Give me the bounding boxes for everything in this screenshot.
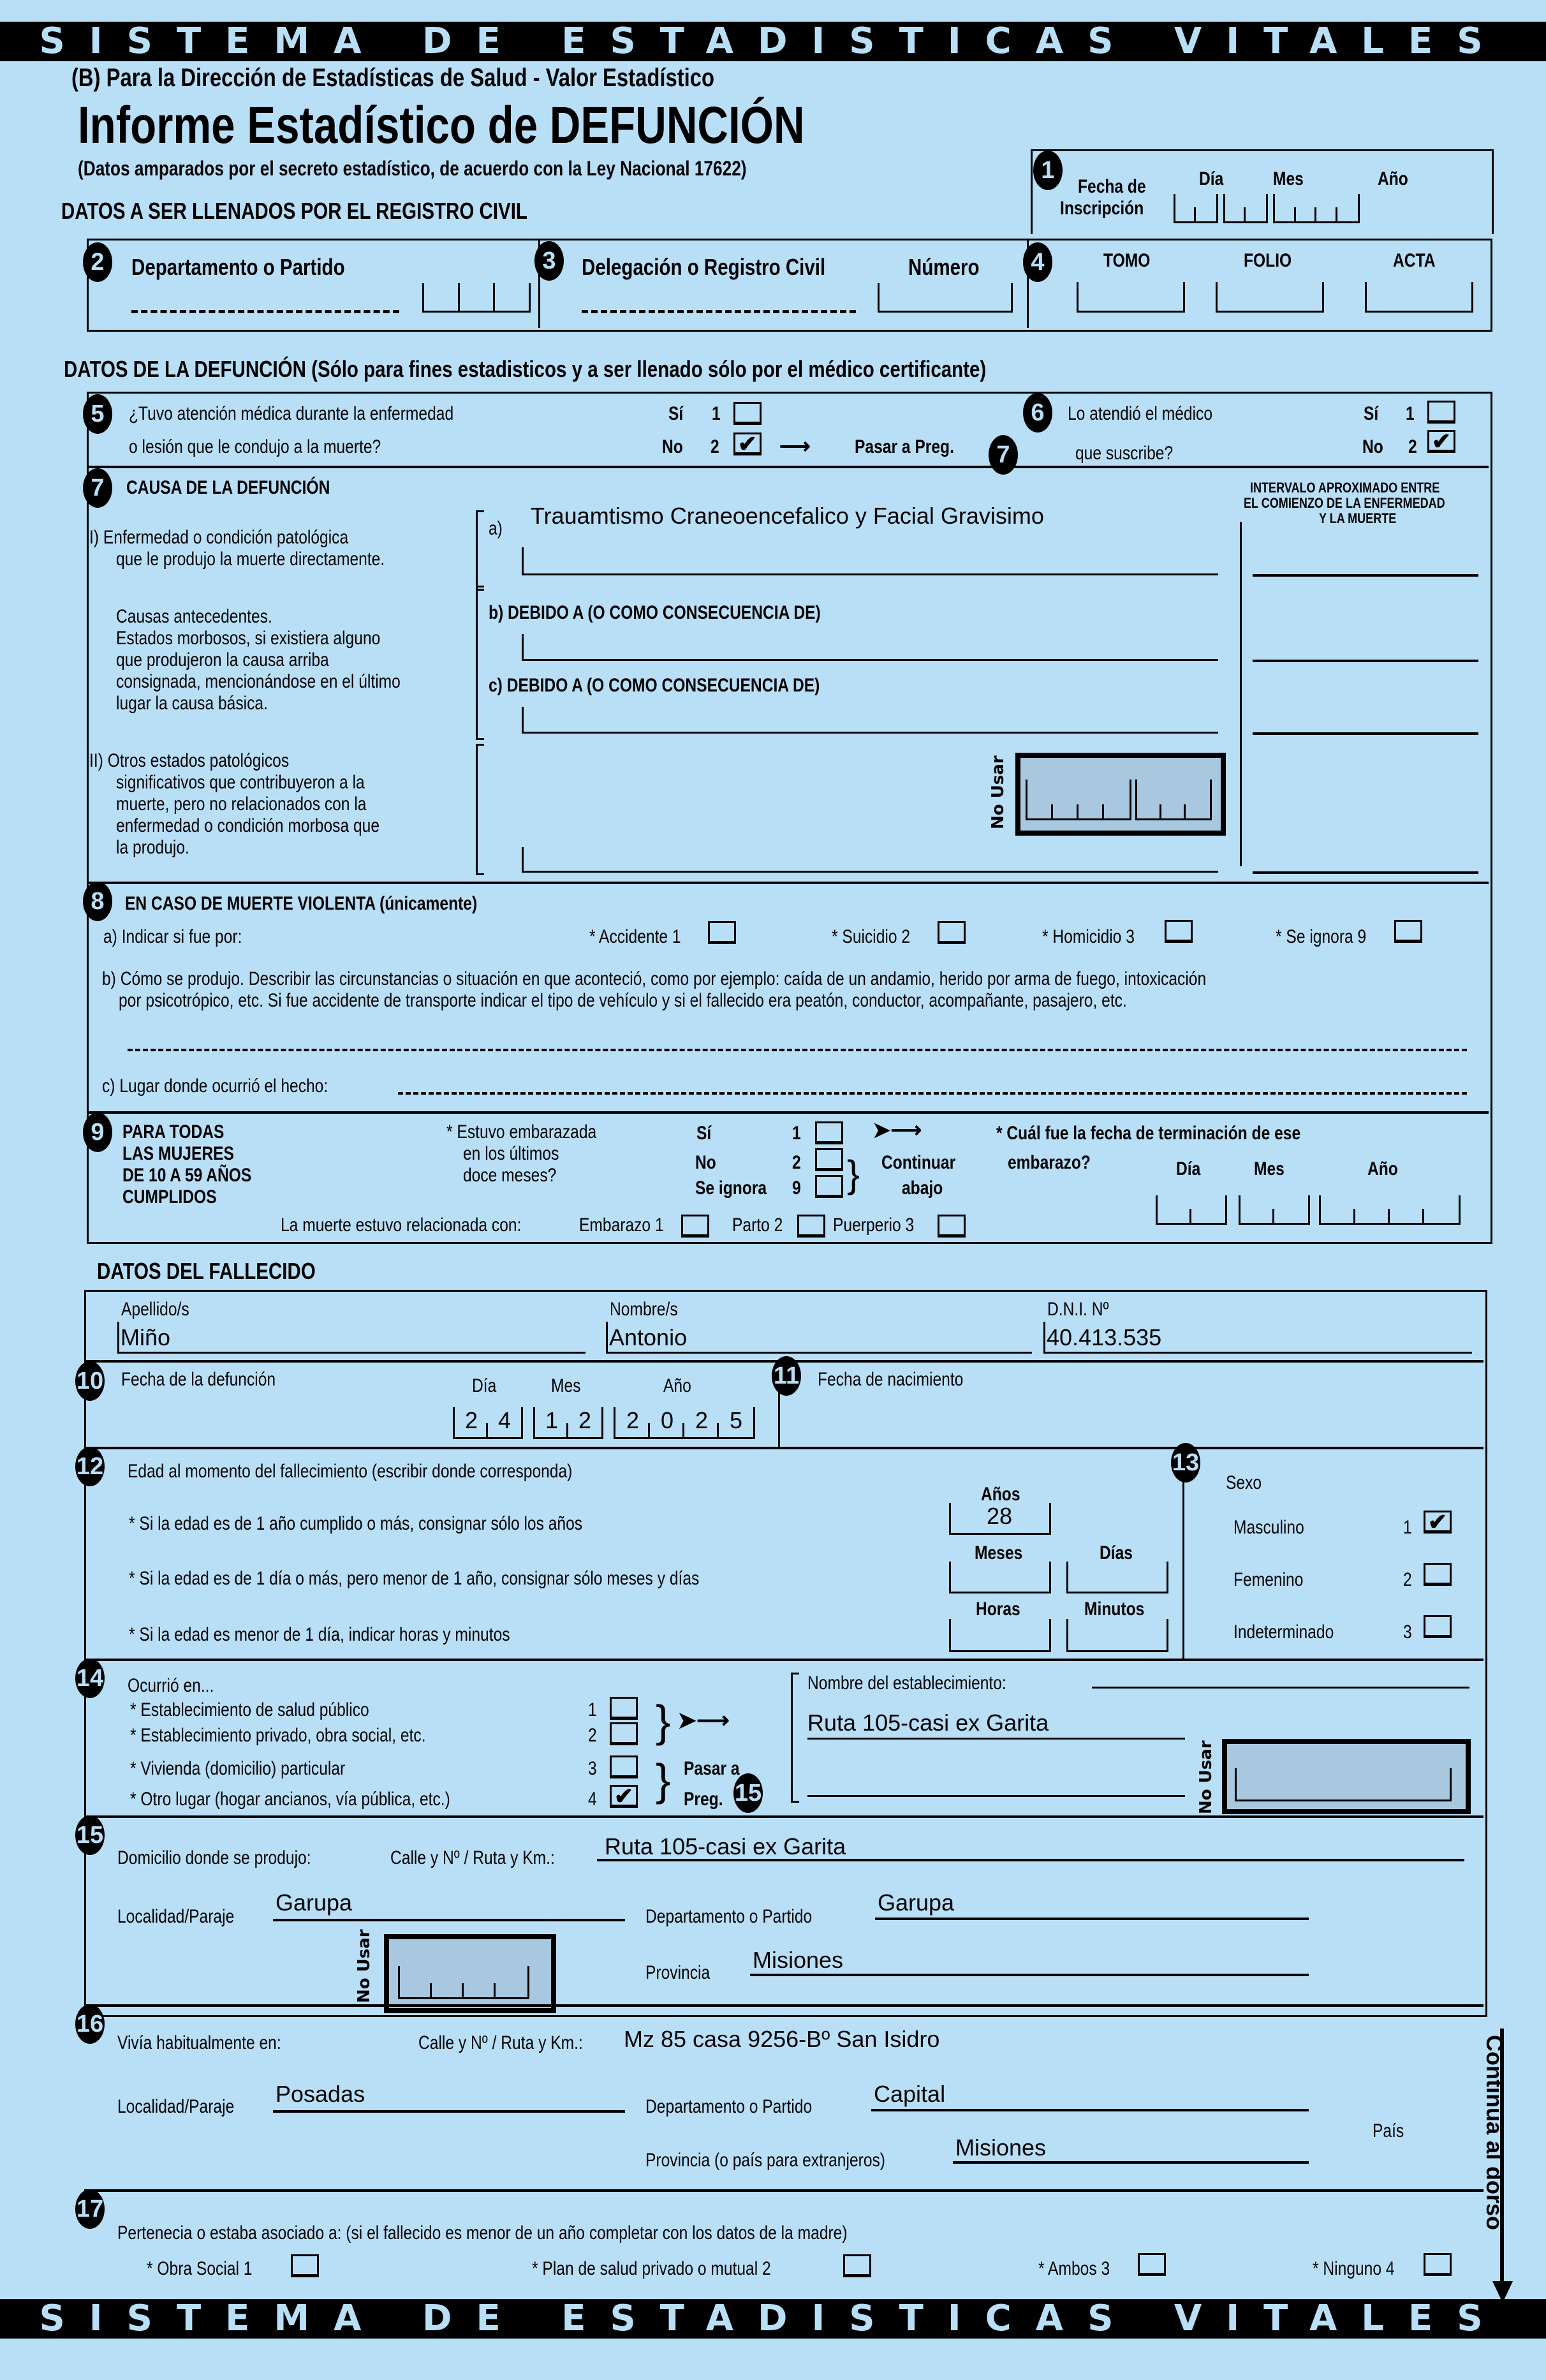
- domicilio-depto-label: Departamento o Partido: [645, 1906, 813, 1927]
- indeterminado-code: 3: [1403, 1622, 1412, 1643]
- masculino-label: Masculino: [1233, 1517, 1304, 1538]
- puerperio-checkbox[interactable]: [938, 1215, 966, 1238]
- vivia-localidad-value[interactable]: Posadas: [276, 2081, 365, 2107]
- arrow-right-icon: ⟶: [779, 434, 811, 459]
- inscripcion-dia-field[interactable]: [1174, 194, 1218, 223]
- otros-input[interactable]: [522, 847, 1218, 873]
- s6-si-checkbox[interactable]: [1427, 401, 1455, 424]
- term-anio-field[interactable]: [1319, 1195, 1461, 1225]
- mes-label: Mes: [1273, 168, 1304, 189]
- vivia-calle-label: Calle y Nº / Ruta y Km.:: [418, 2032, 583, 2053]
- no-usar-box: [1222, 1739, 1471, 1814]
- suicidio-label: * Suicidio 2: [832, 926, 911, 947]
- establecimiento-label: Nombre del establecimiento:: [807, 1673, 1006, 1694]
- no-usar-slot: [1235, 1768, 1452, 1801]
- emb-no-checkbox[interactable]: [815, 1148, 843, 1171]
- def-mes-digit: 1: [535, 1407, 568, 1437]
- pasar-section-number: 15: [733, 1773, 763, 1813]
- delegacion-input[interactable]: [582, 310, 856, 313]
- emb-si-code: 1: [792, 1123, 801, 1144]
- ocurrio-code-4: 4: [588, 1789, 597, 1810]
- section-number-13: 13: [1171, 1443, 1200, 1482]
- interval-a-input[interactable]: [1253, 574, 1478, 577]
- s6-si-label: Sí: [1364, 403, 1379, 424]
- apellido-label: Apellido/s: [121, 1299, 189, 1320]
- def-anio-digit: 0: [650, 1407, 684, 1437]
- no-usar-label: No Usar: [989, 755, 1008, 829]
- emb-ignora-code: 9: [792, 1178, 801, 1199]
- fallecido-heading: DATOS DEL FALLECIDO: [97, 1258, 316, 1284]
- vivia-depto-value[interactable]: Capital: [874, 2081, 946, 2107]
- vivia-calle-value[interactable]: Mz 85 casa 9256-Bº San Isidro: [624, 2026, 940, 2052]
- violenta-heading: EN CASO DE MUERTE VIOLENTA (únicamente): [125, 893, 478, 914]
- no-usar-label: No Usar: [1196, 1740, 1216, 1814]
- ambos-label: * Ambos 3: [1038, 2258, 1110, 2279]
- s5-question-2: o lesión que le condujo a la muerte?: [129, 436, 381, 457]
- section-number-8: 8: [83, 882, 112, 921]
- form-legal-note: (Datos amparados por el secreto estadístico, de acuerdo con la Ley Nacional 17622): [78, 157, 747, 180]
- puerperio-label: Puerperio 3: [833, 1215, 915, 1236]
- establecimiento-value[interactable]: Ruta 105-casi ex Garita: [807, 1710, 1049, 1736]
- ocurrio-opt-3: * Vivienda (domicilio) particular: [130, 1758, 346, 1779]
- divider: [84, 2004, 1483, 2007]
- emb-ignora-label: Se ignora: [695, 1178, 767, 1199]
- departamento-input[interactable]: [131, 310, 399, 313]
- femenino-label: Femenino: [1233, 1569, 1304, 1590]
- parto-checkbox[interactable]: [797, 1215, 825, 1238]
- anio-label: Año: [1378, 168, 1408, 189]
- plan-privado-checkbox[interactable]: [843, 2254, 871, 2277]
- dni-label: D.N.I. Nº: [1047, 1299, 1109, 1320]
- arrow-down-icon: [1500, 2029, 1504, 2284]
- registro-heading: DATOS A SER LLENADOS POR EL REGISTRO CIVIL: [61, 198, 527, 224]
- embarazo-checkbox[interactable]: [681, 1215, 709, 1238]
- domicilio-localidad-input[interactable]: [273, 1919, 625, 1921]
- meses-label: Meses: [975, 1542, 1023, 1563]
- s5-si-code: 1: [712, 403, 721, 424]
- s6-no-checkbox[interactable]: ✔: [1427, 430, 1455, 453]
- minutos-field[interactable]: [1066, 1619, 1168, 1652]
- mujeres-label-2: LAS MUJERES: [122, 1143, 234, 1164]
- section-number-7: 7: [83, 468, 112, 508]
- violenta-c-label: c) Lugar donde ocurrió el hecho:: [102, 1075, 328, 1097]
- divider: [84, 1659, 1483, 1661]
- ocurrio-opt-4: * Otro lugar (hogar ancianos, vía pública, etc.): [130, 1789, 450, 1810]
- edad-regla-3: * Si la edad es menor de 1 día, indicar horas y minutos: [129, 1624, 510, 1645]
- se-ignora-label: * Se ignora 9: [1276, 926, 1367, 947]
- fecha-terminacion-q-1: * Cuál fue la fecha de terminación de ese: [996, 1123, 1301, 1144]
- antecedentes-label-5: lugar la causa básica.: [116, 693, 268, 714]
- defuncion-heading: DATOS DE LA DEFUNCIÓN (Sólo para fines estadisticos y a ser llenado sólo por el médico certificante): [64, 356, 987, 382]
- pais-label: País: [1373, 2120, 1404, 2141]
- meses-field[interactable]: [949, 1562, 1051, 1593]
- cause-c-label: c) DEBIDO A (O COMO CONSECUENCIA DE): [489, 675, 820, 696]
- vivia-localidad-input[interactable]: [273, 2110, 625, 2113]
- domicilio-label: Domicilio donde se produjo:: [117, 1847, 311, 1868]
- s6-no-label: No: [1362, 436, 1383, 457]
- apellido-value: Miño: [121, 1324, 171, 1350]
- s5-no-label: No: [662, 436, 683, 457]
- plan-privado-label: * Plan de salud privado o mutual 2: [532, 2258, 771, 2279]
- femenino-checkbox[interactable]: [1424, 1563, 1452, 1586]
- divider: [84, 2189, 1483, 2192]
- ocurrio-opt-2: * Establecimiento privado, obra social, etc.: [130, 1725, 426, 1746]
- dia-label: Día: [1199, 168, 1224, 189]
- cause-b-input[interactable]: [522, 634, 1218, 661]
- nombre-value: Antonio: [609, 1324, 688, 1350]
- ocurrio-checkbox-4[interactable]: ✔: [610, 1785, 638, 1808]
- masculino-code: 1: [1403, 1517, 1412, 1538]
- brace-icon: }: [847, 1153, 860, 1195]
- ninguno-label: * Ninguno 4: [1313, 2258, 1395, 2279]
- interval-ii-input[interactable]: [1253, 871, 1478, 874]
- indeterminado-label: Indeterminado: [1233, 1622, 1334, 1643]
- continuar-label: Continuar: [881, 1152, 956, 1173]
- term-dia-label: Día: [1176, 1158, 1201, 1179]
- ocurrio-checkbox-1[interactable]: [610, 1697, 638, 1720]
- establecimiento-input[interactable]: [1092, 1687, 1469, 1689]
- section-number-14: 14: [75, 1659, 105, 1698]
- section-number-10: 10: [75, 1361, 105, 1401]
- folio-label: FOLIO: [1244, 250, 1292, 271]
- def-anio-digit: 5: [729, 1407, 743, 1433]
- vivia-localidad-label: Localidad/Paraje: [117, 2096, 235, 2117]
- term-mes-label: Mes: [1254, 1158, 1285, 1179]
- cause-a-label: a): [489, 518, 503, 539]
- domicilio-depto-value[interactable]: Garupa: [878, 1889, 955, 1916]
- homicidio-checkbox[interactable]: [1165, 920, 1193, 943]
- cause-a-value[interactable]: Trauamtismo Craneoencefalico y Facial Gravisimo: [531, 503, 1044, 529]
- no-usar-box: [1015, 753, 1226, 836]
- mujeres-label-1: PARA TODAS: [122, 1121, 225, 1142]
- cause-i-label-1: I) Enfermedad o condición patológica: [89, 527, 349, 548]
- section-number-1: 1: [1033, 151, 1063, 190]
- bottom-banner: SISTEMA DE ESTADISTICAS VITALES: [0, 2299, 1546, 2339]
- arrow-right-icon: ➤⟶: [677, 1707, 730, 1733]
- divider: [84, 1815, 1483, 1818]
- emb-no-label: No: [695, 1152, 716, 1173]
- violenta-b-input[interactable]: [128, 1049, 1467, 1051]
- fecha-defuncion-label: Fecha de la defunción: [121, 1369, 276, 1390]
- edad-regla-1: * Si la edad es de 1 año cumplido o más, consignar sólo los años: [129, 1513, 583, 1534]
- departamento-code-field[interactable]: [422, 283, 531, 313]
- vivia-provincia-value[interactable]: Misiones: [955, 2134, 1047, 2161]
- bracket: [476, 510, 484, 591]
- brace-icon: }: [656, 1755, 671, 1805]
- intervalo-heading-2: EL COMIENZO DE LA ENFERMEDAD: [1244, 495, 1445, 511]
- mujeres-label-4: CUMPLIDOS: [122, 1186, 217, 1208]
- tomo-field[interactable]: [1077, 282, 1185, 313]
- section-number-5: 5: [83, 394, 112, 434]
- violenta-a-label: a) Indicar si fue por:: [103, 926, 242, 947]
- def-dia-field[interactable]: [453, 1407, 523, 1439]
- antecedentes-label-2: Estados morbosos, si existiera alguno: [116, 628, 381, 649]
- pasar-section-number: 7: [989, 435, 1018, 475]
- form-title: Informe Estadístico de DEFUNCIÓN: [78, 96, 805, 154]
- numero-label: Número: [908, 254, 980, 280]
- antecedentes-label-1: Causas antecedentes.: [116, 606, 272, 627]
- domicilio-provincia-value[interactable]: Misiones: [753, 1947, 844, 1973]
- section-number-2: 2: [83, 242, 112, 282]
- def-anio-digit: 2: [615, 1407, 650, 1437]
- edad-heading: Edad al momento del fallecimiento (escribir donde corresponda): [128, 1461, 573, 1482]
- dias-label: Días: [1100, 1542, 1133, 1563]
- acta-field[interactable]: [1365, 282, 1473, 313]
- ocurrio-checkbox-2[interactable]: [610, 1722, 638, 1745]
- se-ignora-checkbox[interactable]: [1394, 920, 1422, 943]
- violenta-b-line-2: por psicotrópico, etc. Si fue accidente de transporte indicar el tipo de vehículo y si el fallecido era peatón, conductor, acompañante, pasajero, etc.: [119, 990, 1127, 1011]
- continua-al-dorso-label: Continúa al dorso: [1482, 2035, 1508, 2230]
- arrow-right-icon: ➤⟶: [872, 1118, 922, 1142]
- no-usar-comb: [1135, 780, 1212, 820]
- term-anio-label: Año: [1367, 1158, 1398, 1179]
- no-usar-comb: [1026, 780, 1131, 820]
- ocurrio-opt-1: * Establecimiento de salud público: [130, 1699, 369, 1720]
- femenino-code: 2: [1403, 1569, 1412, 1590]
- vivia-provincia-input[interactable]: [953, 2161, 1309, 2164]
- inscripcion-mes-field[interactable]: [1223, 194, 1268, 223]
- divider: [87, 882, 1489, 884]
- embarazada-q-3: doce meses?: [463, 1165, 557, 1186]
- parto-label: Parto 2: [732, 1215, 783, 1236]
- s6-question-1: Lo atendió el médico: [1068, 403, 1213, 424]
- def-dia-label: Día: [472, 1375, 497, 1396]
- dias-field[interactable]: [1066, 1562, 1168, 1593]
- delegacion-label: Delegación o Registro Civil: [582, 254, 826, 280]
- departamento-label: Departamento o Partido: [131, 254, 345, 280]
- ocurrio-heading: Ocurrió en...: [128, 1675, 214, 1696]
- cause-c-input[interactable]: [522, 707, 1218, 734]
- section-number-4: 4: [1023, 242, 1052, 282]
- antecedentes-label-3: que produjeron la causa arriba: [116, 649, 329, 670]
- inscripcion-anio-field[interactable]: [1273, 194, 1360, 223]
- violenta-c-input[interactable]: [398, 1092, 1467, 1095]
- anios-label: Años: [981, 1484, 1020, 1505]
- interval-c-input[interactable]: [1253, 732, 1478, 735]
- pasar-a-label: Pasar a: [684, 1758, 740, 1779]
- s6-question-2: que suscribe?: [1075, 443, 1174, 464]
- section-number-17: 17: [75, 2189, 105, 2229]
- domicilio-provincia-input[interactable]: [750, 1974, 1309, 1976]
- s6-no-code: 2: [1408, 436, 1417, 457]
- section-number-16: 16: [75, 2004, 105, 2044]
- tomo-label: TOMO: [1103, 250, 1151, 271]
- emb-no-code: 2: [792, 1152, 801, 1173]
- ocurrio-code-3: 3: [588, 1758, 597, 1779]
- masculino-checkbox[interactable]: ✔: [1424, 1511, 1452, 1534]
- mujeres-label-3: DE 10 A 59 AÑOS: [122, 1165, 252, 1186]
- dni-value: 40.413.535: [1047, 1324, 1162, 1350]
- bracket: [476, 744, 484, 875]
- vivia-label: Vivía habitualmente en:: [117, 2032, 281, 2053]
- antecedentes-label-4: consignada, mencionándose en el último: [116, 671, 401, 692]
- obra-social-checkbox[interactable]: [291, 2254, 319, 2277]
- ocurrio-code-1: 1: [588, 1699, 597, 1720]
- def-anio-digit: 2: [684, 1407, 719, 1437]
- otros-label-2: significativos que contribuyeron a la: [116, 772, 365, 793]
- def-anio-field[interactable]: [614, 1407, 755, 1439]
- homicidio-label: * Homicidio 3: [1042, 926, 1135, 947]
- abajo-label: abajo: [902, 1178, 943, 1199]
- no-usar-box: [384, 1934, 556, 2013]
- def-mes-field[interactable]: [533, 1407, 603, 1439]
- otros-label-4: enfermedad o condición morbosa que: [116, 815, 380, 836]
- vivia-provincia-label: Provincia (o país para extranjeros): [645, 2150, 886, 2171]
- intervalo-heading-1: INTERVALO APROXIMADO ENTRE: [1250, 480, 1440, 496]
- horas-field[interactable]: [949, 1619, 1051, 1652]
- section-number-11: 11: [772, 1356, 801, 1396]
- domicilio-provincia-label: Provincia: [645, 1962, 710, 1983]
- intervalo-divider: [1240, 522, 1242, 866]
- ocurrio-checkbox-3[interactable]: [610, 1755, 638, 1778]
- def-anio-label: Año: [663, 1375, 691, 1396]
- term-mes-field[interactable]: [1239, 1195, 1310, 1225]
- numero-field[interactable]: [878, 283, 1013, 313]
- divider: [87, 466, 1489, 468]
- cause-b-label: b) DEBIDO A (O COMO CONSECUENCIA DE): [489, 602, 821, 623]
- vivia-depto-input[interactable]: [871, 2109, 1309, 2111]
- emb-si-checkbox[interactable]: [815, 1121, 843, 1144]
- divider: [87, 1111, 1489, 1114]
- fecha-inscripcion-label-2: Inscripción: [1060, 198, 1144, 219]
- domicilio-localidad-value[interactable]: Garupa: [276, 1889, 353, 1916]
- def-dia-digit: 2: [455, 1407, 488, 1437]
- section-number-3: 3: [534, 241, 564, 281]
- folio-field[interactable]: [1216, 282, 1324, 313]
- domicilio-calle-label: Calle y Nº / Ruta y Km.:: [390, 1847, 555, 1868]
- violenta-b-line-1: b) Cómo se produjo. Describir las circunstancias o situación en que aconteció, como por ejemplo: caída de un andamio, herido por arma de fuego, intoxicación: [102, 968, 1207, 989]
- accidente-label: * Accidente 1: [589, 926, 681, 947]
- s5-no-code: 2: [710, 436, 719, 457]
- section-number-6: 6: [1023, 393, 1052, 432]
- fecha-inscripcion-label: Fecha de: [1078, 176, 1146, 197]
- s6-si-code: 1: [1406, 403, 1415, 424]
- domicilio-depto-input[interactable]: [875, 1918, 1309, 1920]
- section-number-12: 12: [75, 1447, 105, 1486]
- preg-label: Preg.: [684, 1789, 723, 1810]
- relacion-label: La muerte estuvo relacionada con:: [281, 1215, 522, 1236]
- no-usar-comb: [398, 1966, 529, 1999]
- def-mes-digit: 2: [578, 1407, 592, 1433]
- ocurrio-code-2: 2: [588, 1725, 597, 1746]
- suicidio-checkbox[interactable]: [938, 921, 966, 944]
- acta-label: ACTA: [1393, 250, 1436, 271]
- horas-label: Horas: [976, 1599, 1020, 1620]
- s5-si-label: Sí: [668, 403, 684, 424]
- embarazada-q-2: en los últimos: [463, 1143, 559, 1164]
- obra-social-label: * Obra Social 1: [147, 2258, 253, 2279]
- apellido-input[interactable]: [117, 1322, 585, 1354]
- ambos-checkbox[interactable]: [1138, 2253, 1166, 2276]
- section-number-15: 15: [75, 1815, 105, 1855]
- accidente-checkbox[interactable]: [708, 921, 736, 944]
- def-mes-label: Mes: [551, 1375, 581, 1396]
- cause-i-label-2: que le produjo la muerte directamente.: [116, 549, 385, 570]
- emb-ignora-checkbox[interactable]: [815, 1175, 843, 1198]
- s5-si-checkbox[interactable]: [733, 402, 762, 425]
- vivia-depto-label: Departamento o Partido: [645, 2096, 813, 2117]
- establecimiento-input-2[interactable]: [807, 1738, 1185, 1740]
- anios-field[interactable]: [949, 1503, 1051, 1535]
- nombre-input[interactable]: [606, 1322, 1032, 1354]
- s5-pasar-label: Pasar a Preg.: [855, 436, 954, 457]
- no-usar-label: No Usar: [355, 1929, 374, 2003]
- top-banner: SISTEMA DE ESTADISTICAS VITALES: [0, 22, 1546, 61]
- otros-label-1: II) Otros estados patológicos: [89, 750, 290, 771]
- domicilio-localidad-label: Localidad/Paraje: [117, 1906, 235, 1927]
- nombre-label: Nombre/s: [610, 1299, 678, 1320]
- causa-heading: CAUSA DE LA DEFUNCIÓN: [126, 477, 330, 498]
- ninguno-checkbox[interactable]: [1424, 2253, 1452, 2276]
- dni-input[interactable]: [1043, 1322, 1472, 1354]
- s5-no-checkbox[interactable]: ✔: [733, 432, 762, 455]
- section-number-9: 9: [83, 1112, 112, 1152]
- edad-regla-2: * Si la edad es de 1 día o más, pero menor de 1 año, consignar sólo meses y días: [129, 1568, 700, 1589]
- emb-si-label: Sí: [696, 1123, 712, 1144]
- fecha-terminacion-q-2: embarazo?: [1008, 1152, 1091, 1173]
- pertenecia-label: Pertenecia o estaba asociado a: (si el fallecido es menor de un año completar con los datos de la madre): [117, 2222, 848, 2243]
- otros-label-5: la produjo.: [116, 837, 189, 858]
- embarazada-q-1: * Estuvo embarazada: [446, 1121, 597, 1142]
- sexo-heading: Sexo: [1226, 1472, 1262, 1493]
- bracket: [476, 586, 484, 740]
- s5-question-1: ¿Tuvo atención médica durante la enfermedad: [129, 403, 454, 424]
- domicilio-calle-input[interactable]: [597, 1859, 1464, 1861]
- embarazo-label: Embarazo 1: [579, 1215, 664, 1236]
- cause-a-input[interactable]: [522, 547, 1218, 575]
- def-dia-digit: 4: [497, 1407, 512, 1433]
- divider: [84, 1447, 1483, 1449]
- term-dia-field[interactable]: [1156, 1195, 1227, 1225]
- indeterminado-checkbox[interactable]: [1424, 1615, 1452, 1638]
- bracket: [791, 1673, 799, 1803]
- form-subtitle: (B) Para la Dirección de Estadísticas de Salud - Valor Estadístico: [71, 64, 715, 92]
- minutos-label: Minutos: [1084, 1599, 1145, 1620]
- establecimiento-input-3[interactable]: [807, 1795, 1185, 1797]
- fecha-nacimiento-label: Fecha de nacimiento: [818, 1369, 964, 1390]
- anios-value: 28: [987, 1503, 1013, 1529]
- brace-icon: }: [656, 1696, 671, 1746]
- interval-b-input[interactable]: [1253, 660, 1478, 662]
- intervalo-heading-3: Y LA MUERTE: [1319, 510, 1397, 526]
- otros-label-3: muerte, pero no relacionados con la: [116, 794, 367, 815]
- domicilio-calle-value[interactable]: Ruta 105-casi ex Garita: [605, 1833, 846, 1859]
